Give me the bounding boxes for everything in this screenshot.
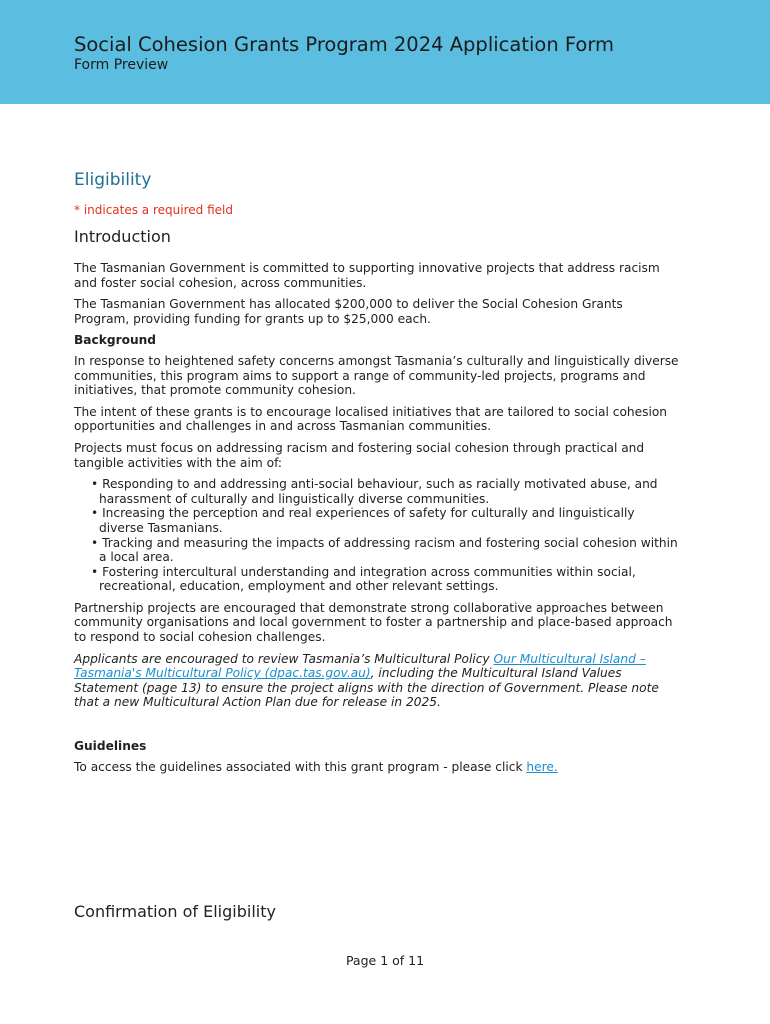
page-number: Page 1 of 11 bbox=[345, 953, 425, 968]
policy-text-prefix: Applicants are encouraged to review Tasmania’s Multicultural Policy bbox=[74, 651, 494, 666]
aims-list bbox=[91, 477, 679, 594]
confirmation-of-eligibility-heading: Confirmation of Eligibility bbox=[74, 902, 276, 921]
introduction-heading: Introduction bbox=[74, 227, 171, 246]
list-item: • Increasing the perception and real experiences of safety for culturally and linguistically diverse Tasmanians. bbox=[91, 506, 635, 535]
guidelines-paragraph bbox=[74, 760, 679, 775]
policy-paragraph bbox=[74, 652, 679, 710]
form-subtitle: Form Preview bbox=[74, 57, 169, 73]
policy-text-suffix: , including the Multicultural Island Values Statement (page 13) to ensure the project aligns with the direction of Government. Please note that a new Multicultural Action Plan due for release in 2025. bbox=[74, 666, 659, 710]
eligibility-section bbox=[74, 170, 679, 774]
partnership-paragraph: Partnership projects are encouraged that demonstrate strong collaborative approaches between community organisations and local government to foster a partnership and place-based approach to respond to social cohesion challenges. bbox=[74, 600, 673, 645]
background-paragraph-2: The intent of these grants is to encourage localised initiatives that are tailored to social cohesion opportunities and challenges in and across Tasmanian communities. bbox=[74, 404, 668, 434]
guidelines-heading: Guidelines bbox=[74, 739, 147, 754]
section-title-eligibility: Eligibility bbox=[74, 170, 152, 190]
background-heading: Background bbox=[74, 333, 157, 348]
list-item: • Tracking and measuring the impacts of addressing racism and fostering social cohesion within a local area. bbox=[91, 535, 678, 565]
guidelines-link[interactable]: here. bbox=[526, 759, 558, 774]
form-title: Social Cohesion Grants Program 2024 Application Form bbox=[74, 33, 614, 56]
multicultural-policy-link[interactable]: Our Multicultural Island – Tasmania's Multicultural Policy (dpac.tas.gov.au) bbox=[74, 651, 646, 681]
list-item: • Fostering intercultural understanding and integration across communities within social, recreational, education, employment and other relevant settings. bbox=[91, 564, 636, 594]
background-paragraph-1: In response to heightened safety concerns amongst Tasmania’s culturally and linguistically diverse communities, this program aims to support a range of community-led projects, programs and initiatives, that promote community cohesion. bbox=[74, 353, 679, 398]
intro-paragraph-1: The Tasmanian Government is committed to supporting innovative projects that address racism and foster social cohesion, across communities. bbox=[74, 261, 660, 290]
background-paragraph-3: Projects must focus on addressing racism and fostering social cohesion through practical and tangible activities with the aim of: bbox=[74, 440, 645, 470]
header-banner bbox=[0, 0, 770, 104]
required-field-note: * indicates a required field bbox=[74, 203, 233, 217]
list-item: • Responding to and addressing anti-social behaviour, such as racially motivated abuse, and harassment of culturally and linguistically diverse communities. bbox=[91, 477, 658, 506]
intro-paragraph-2: The Tasmanian Government has allocated $200,000 to deliver the Social Cohesion Grants Program, providing funding for grants up to $25,000 each. bbox=[74, 297, 623, 326]
guidelines-text: To access the guidelines associated with this grant program - please click bbox=[74, 759, 527, 774]
